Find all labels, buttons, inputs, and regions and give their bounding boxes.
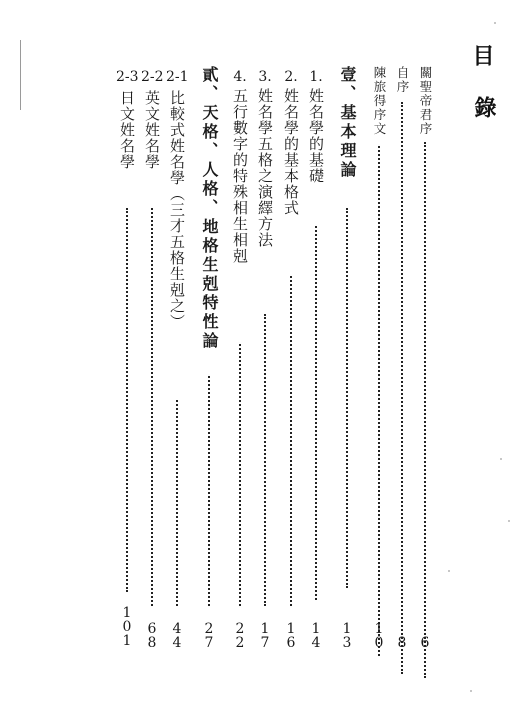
dot-leader [151, 208, 153, 606]
toc-entry-number: 4. [233, 69, 247, 85]
dot-leader [264, 314, 266, 606]
toc-entry-title: 姓名學的基礎 [307, 88, 325, 184]
scan-speck [508, 520, 510, 522]
dot-leader [315, 226, 317, 600]
toc-entry-number: 2-2 [141, 69, 164, 85]
scan-speck [470, 690, 472, 692]
toc-entry-page: 1 7 [260, 621, 270, 651]
toc-entry-title: 關聖帝君序 [418, 66, 433, 136]
toc-entry-page: 6 8 [147, 621, 157, 651]
toc-entry-page: 1 6 [286, 621, 296, 651]
toc-entry[interactable] [116, 66, 138, 652]
toc-heading-mu: 目 [469, 44, 495, 66]
toc-entry-number: 3. [258, 69, 272, 85]
toc-entry-title: 英文姓名學 [143, 90, 161, 170]
dot-leader [126, 208, 128, 592]
toc-section-title: 貳、天格、人格、地格生剋特性論 [200, 66, 219, 351]
toc-entry-title: 比較式姓名學（三才五格生剋之） [168, 90, 186, 330]
scan-speck [494, 22, 496, 24]
toc-entry[interactable] [229, 66, 251, 652]
scan-speck [448, 570, 450, 572]
scan-speck [500, 458, 502, 460]
toc-heading-lu: 錄 [471, 96, 497, 118]
toc-entry-title: 五行數字的特殊相生相剋 [231, 88, 249, 264]
toc-entry[interactable] [254, 66, 276, 652]
toc-entry[interactable] [280, 66, 302, 652]
toc-entry[interactable] [368, 66, 390, 652]
toc-entry-page: 2 7 [204, 621, 214, 651]
toc-entry-number: 2-1 [166, 69, 189, 85]
toc-entry-number: 1. [309, 69, 323, 85]
toc-entry-page: 4 4 [172, 621, 182, 651]
toc-entry[interactable] [391, 66, 413, 652]
dot-leader [378, 146, 380, 656]
dot-leader [208, 376, 210, 606]
toc-entry[interactable] [305, 66, 327, 652]
toc-entry-page: 1 4 [311, 621, 321, 651]
dot-leader [239, 344, 241, 606]
toc-entry[interactable] [336, 66, 358, 652]
toc-section-title: 壹、基本理論 [338, 66, 357, 180]
toc-entry-page: 1 3 [342, 621, 352, 651]
toc-entry-page: 6 [420, 635, 430, 651]
toc-entry-title: 自序 [395, 66, 410, 94]
toc-entry-page: 1 0 [374, 621, 384, 651]
dot-leader [176, 400, 178, 606]
toc-entry-title: 陳旅得序文 [372, 66, 387, 136]
toc-entry-page: 2 2 [235, 621, 245, 651]
toc-entry-title: 姓名學的基本格式 [282, 88, 300, 216]
toc-entry-number: 2. [284, 69, 298, 85]
dot-leader [401, 102, 403, 674]
toc-entry-title: 姓名學五格之演繹方法 [256, 88, 274, 248]
binding-line [20, 40, 21, 110]
dot-leader [346, 208, 348, 588]
toc-entry-page: 1 0 1 [122, 605, 132, 649]
toc-entry[interactable] [166, 66, 188, 652]
toc-entry[interactable] [141, 66, 163, 652]
dot-leader [290, 276, 292, 606]
toc-entry-page: 8 [397, 635, 407, 651]
toc-entry-number: 2-3 [116, 69, 139, 85]
dot-leader [424, 142, 426, 678]
toc-entry[interactable] [414, 66, 436, 652]
toc-entry[interactable] [198, 66, 220, 652]
toc-entry-title: 日文姓名學 [118, 90, 136, 170]
